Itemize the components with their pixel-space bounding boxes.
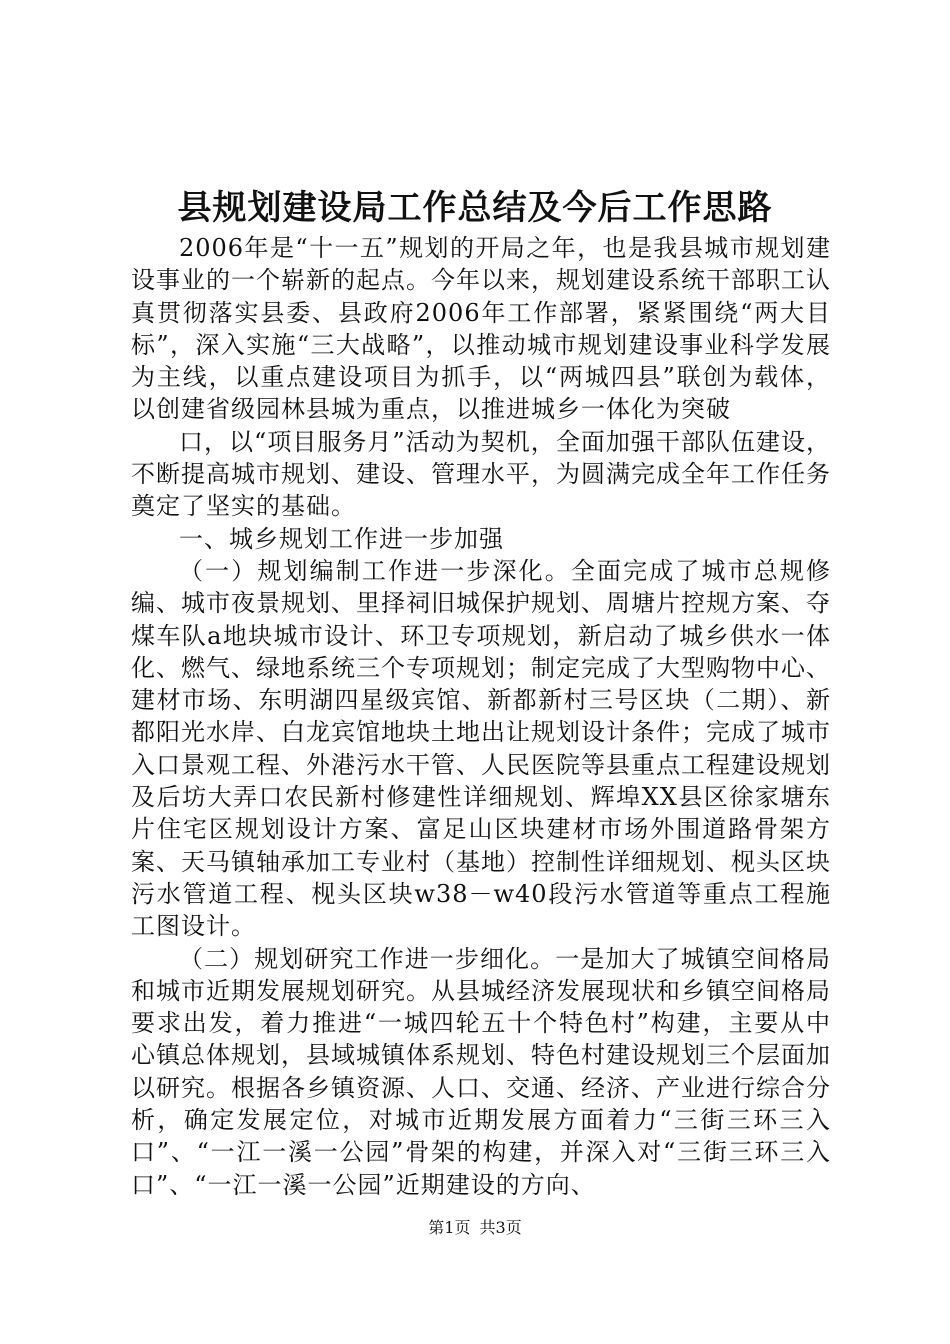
paragraph-subsection-2: （二）规划研究工作进一步细化。一是加大了城镇空间格局和城市近期发展规划研究。从县城经济发展现状和乡镇空间格局要求出发，着力推进“一城四轮五十个特色村”构建，主要从中心镇总体规划，县域城镇体系规划、特色村建设规划三个层面加以研究。根据各乡镇资源、人口、交通、经济、产业进行综合分析，确定发展定位，对城市近期发展方面着力“三街三环三入口”、“一江一溪一公园”骨架的构建，并深入对“三街三环三入口”、“一江一溪一公园”近期建设的方向、 xyxy=(131,944,831,1199)
paragraph-intro: 2006年是“十一五”规划的开局之年，也是我县城市规划建设事业的一个崭新的起点。今年以来，规划建设系统干部职工认真贯彻落实县委、县政府2006年工作部署，紧紧围绕“两大目标”，深入实施“三大战略”，以推动城市规划建设事业科学发展为主线，以重点建设项目为抓手，以“两城四县”联创为载体，以创建省级园林县城为重点，以推进城乡一体化为突破 xyxy=(131,234,831,424)
paragraph-intro-continued: 口，以“项目服务月”活动为契机，全面加强干部队伍建设，不断提高城市规划、建设、管理水平，为圆满完成全年工作任务奠定了坚实的基础。 xyxy=(131,427,831,521)
page-footer xyxy=(0,1216,950,1240)
page-total: 共3页 xyxy=(479,1218,522,1237)
paragraph-subsection-1: （一）规划编制工作进一步深化。全面完成了城市总规修编、城市夜景规划、里择祠旧城保护规划、周塘片控规方案、夺煤车队a地块城市设计、环卫专项规划，新启动了城乡供水一体化、燃气、绿地系统三个专项规划；制定完成了大型购物中心、建材市场、东明湖四星级宾馆、新都新村三号区块（二期）、新都阳光水岸、白龙宾馆地块土地出让规划设计条件；完成了城市入口景观工程、外港污水干管、人民医院等县重点工程建设规划及后坊大弄口农民新村修建性详细规划、辉埠XX县区徐家塘东片住宅区规划设计方案、富足山区块建材市场外围道路骨架方案、天马镇轴承加工专业村（基地）控制性详细规划、枧头区块污水管道工程、枧头区块w38－w40段污水管道等重点工程施工图设计。 xyxy=(131,556,831,941)
page-number: 第1页 xyxy=(428,1218,471,1237)
section-heading-1: 一、城乡规划工作进一步加强 xyxy=(179,524,504,553)
document-body xyxy=(131,232,831,1201)
document-title: 县规划建设局工作总结及今后工作思路 xyxy=(177,188,773,228)
